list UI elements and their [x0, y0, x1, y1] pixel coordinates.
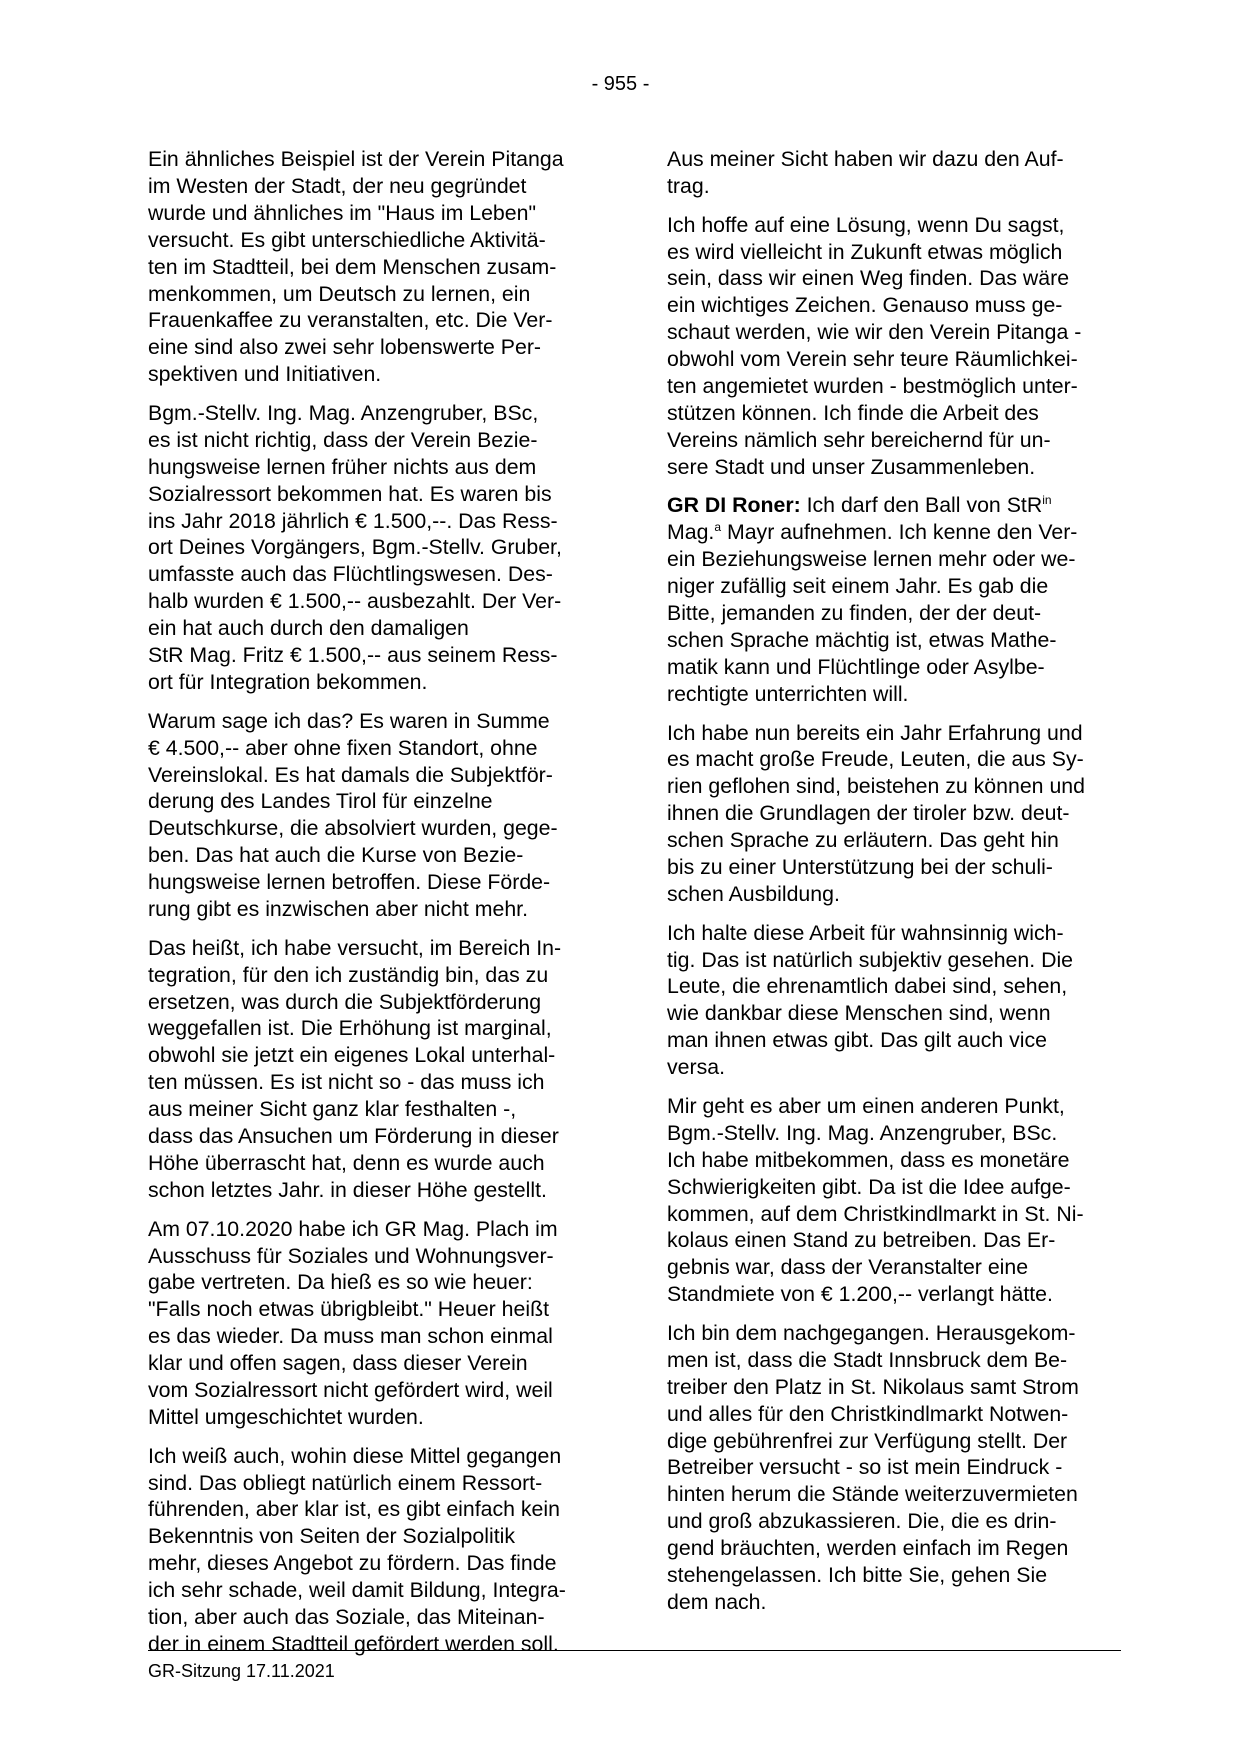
- text-line: Vereins nämlich sehr bereichernd für un-: [667, 427, 1051, 452]
- paragraph: [148, 1216, 604, 1431]
- text-line: ten müssen. Es ist nicht so - das muss ich: [148, 1070, 545, 1095]
- text-line: vom Sozialressort nicht gefördert wird, weil: [148, 1378, 553, 1403]
- text-line: ten im Stadtteil, bei dem Menschen zusam-: [148, 254, 557, 279]
- text-line: klar und offen sagen, dass dieser Verein: [148, 1351, 528, 1376]
- text-line: Bgm.-Stellv. Ing. Mag. Anzengruber, BSc.: [667, 1120, 1058, 1145]
- text-line: Mittel umgeschichtet wurden.: [148, 1404, 424, 1429]
- text-line: aus meiner Sicht ganz klar festhalten -,: [148, 1097, 517, 1122]
- text-line: Ich hoffe auf eine Lösung, wenn Du sagst,: [667, 212, 1065, 237]
- paragraph: [148, 935, 604, 1204]
- text-line: ein hat auch durch den damaligen: [148, 616, 469, 641]
- text-line: ein Beziehungsweise lernen mehr oder we-: [667, 547, 1076, 572]
- text-line: wurde und ähnliches im "Haus im Leben": [148, 200, 537, 225]
- text-line: schaut werden, wie wir den Verein Pitanga -: [667, 320, 1082, 345]
- text-line: € 4.500,-- aber ohne fixen Standort, ohne: [148, 735, 538, 760]
- text-line: halb wurden € 1.500,-- ausbezahlt. Der Ver-: [148, 589, 562, 614]
- paragraph: [148, 400, 604, 696]
- text-line: dige gebührenfrei zur Verfügung stellt. Der: [667, 1428, 1068, 1453]
- text-line: ten angemietet wurden - bestmöglich unter-: [667, 374, 1078, 399]
- text-line: rung gibt es inzwischen aber nicht mehr.: [148, 897, 528, 922]
- text-line: rechtigte unterrichten will.: [667, 681, 909, 706]
- text-line: matik kann und Flüchtlinge oder Asylbe-: [667, 654, 1045, 679]
- text-line: ins Jahr 2018 jährlich € 1.500,--. Das Ress-: [148, 508, 558, 533]
- text-line: sein, dass wir einen Weg finden. Das wäre: [667, 266, 1070, 291]
- text-line: es macht große Freude, Leuten, die aus Sy-: [667, 747, 1084, 772]
- text-line: Aus meiner Sicht haben wir dazu den Auf-: [667, 147, 1064, 171]
- text-line: hungsweise lernen betroffen. Diese Förde-: [148, 870, 551, 895]
- speaker-paragraph: [667, 492, 1131, 707]
- paragraph: [667, 1093, 1131, 1308]
- text-line: stehengelassen. Ich bitte Sie, gehen Sie: [667, 1563, 1048, 1588]
- footer-divider: [148, 1650, 1121, 1651]
- text-line: GR DI Roner: Ich darf den Ball von StR$^{in}$: [667, 493, 1052, 518]
- text-line: Ich habe mitbekommen, dass es monetäre: [667, 1147, 1070, 1172]
- text-line: dem nach.: [667, 1590, 767, 1614]
- text-line: führenden, aber klar ist, es gibt einfach kein: [148, 1497, 560, 1522]
- paragraph: [667, 212, 1131, 481]
- text-line: "Falls noch etwas übrigbleibt." Heuer heißt: [148, 1297, 550, 1322]
- text-line: kommen, auf dem Christkindlmarkt in St. Ni-: [667, 1201, 1084, 1226]
- text-line: schon letztes Jahr. in dieser Höhe gestellt.: [148, 1177, 547, 1202]
- text-line: schen Sprache mächtig ist, etwas Mathe-: [667, 628, 1057, 652]
- paragraph: [148, 146, 604, 388]
- text-line: ihnen die Grundlagen der tiroler bzw. deut-: [667, 801, 1070, 826]
- text-line: Ein ähnliches Beispiel ist der Verein Pitanga: [148, 147, 564, 171]
- text-line: Vereinslokal. Es hat damals die Subjektför-: [148, 762, 553, 787]
- text-line: im Westen der Stadt, der neu gegründet: [148, 173, 527, 198]
- text-line: Leute, die ehrenamtlich dabei sind, sehen,: [667, 974, 1068, 999]
- text-line: eine sind also zwei sehr lobenswerte Per-: [148, 335, 542, 360]
- text-line: ben. Das hat auch die Kurse von Bezie-: [148, 843, 524, 868]
- text-line: ich sehr schade, weil damit Bildung, Integra-: [148, 1578, 566, 1603]
- text-line: versucht. Es gibt unterschiedliche Aktivitä-: [148, 227, 546, 252]
- text-line: hungsweise lernen früher nichts aus dem: [148, 454, 537, 479]
- text-line: obwohl sie jetzt ein eigenes Lokal unterhal-: [148, 1043, 556, 1068]
- text-line: tion, aber auch das Soziale, das Miteinan-: [148, 1605, 545, 1630]
- paragraph: [667, 920, 1131, 1081]
- text-line: Ich weiß auch, wohin diese Mittel gegangen: [148, 1443, 562, 1468]
- text-line: es ist nicht richtig, dass der Verein Bezie-: [148, 427, 538, 452]
- text-line: rien geflohen sind, beistehen zu können und: [667, 774, 1085, 799]
- text-line: obwohl vom Verein sehr teure Räumlichkei-: [667, 347, 1078, 372]
- text-line: stützen können. Ich finde die Arbeit des: [667, 400, 1039, 425]
- text-line: niger zufällig seit einem Jahr. Es gab die: [667, 574, 1049, 599]
- text-line: weggefallen ist. Die Erhöhung ist marginal,: [148, 1016, 552, 1041]
- paragraph: [667, 720, 1131, 908]
- text-line: Bekenntnis von Seiten der Sozialpolitik: [148, 1524, 515, 1549]
- text-line: trag.: [667, 173, 710, 198]
- text-line: es wird vielleicht in Zukunft etwas möglich: [667, 239, 1063, 264]
- text-line: hinten herum die Stände weiterzuvermieten: [667, 1482, 1078, 1507]
- text-line: sind. Das obliegt natürlich einem Ressort-: [148, 1470, 543, 1495]
- text-line: tegration, für den ich zuständig bin, das zu: [148, 962, 549, 987]
- text-line: ort für Integration bekommen.: [148, 670, 428, 695]
- text-line: Ich habe nun bereits ein Jahr Erfahrung und: [667, 720, 1083, 745]
- text-line: ort Deines Vorgängers, Bgm.-Stellv. Gruber,: [148, 535, 562, 560]
- text-line: mehr, dieses Angebot zu fördern. Das finde: [148, 1551, 557, 1576]
- text-line: Betreiber versucht - so ist mein Eindruck -: [667, 1455, 1063, 1480]
- text-line: Höhe überrascht hat, denn es wurde auch: [148, 1151, 545, 1176]
- text-line: Ich bin dem nachgegangen. Herausgekom-: [667, 1320, 1076, 1345]
- text-line: gend bräuchten, werden einfach im Regen: [667, 1536, 1069, 1561]
- text-line: Standmiete von € 1.200,-- verlangt hätte.: [667, 1282, 1053, 1307]
- text-line: kolaus einen Stand zu betreiben. Das Er-: [667, 1228, 1056, 1253]
- text-line: bis zu einer Unterstützung bei der schuli-: [667, 855, 1053, 880]
- text-line: Bgm.-Stellv. Ing. Mag. Anzengruber, BSc,: [148, 400, 539, 425]
- paragraph: [667, 146, 1131, 200]
- left-column: [148, 146, 604, 1670]
- text-line: Schwierigkeiten gibt. Da ist die Idee aufge-: [667, 1174, 1071, 1199]
- text-line: und alles für den Christkindlmarkt Notwen-: [667, 1401, 1069, 1426]
- text-line: spektiven und Initiativen.: [148, 362, 382, 387]
- text-line: Frauenkaffee zu veranstalten, etc. Die Ver-: [148, 308, 553, 333]
- text-line: Ausschuss für Soziales und Wohnungsver-: [148, 1243, 554, 1268]
- text-line: men ist, dass die Stadt Innsbruck dem Be-: [667, 1347, 1068, 1372]
- text-line: Deutschkurse, die absolviert wurden, gege-: [148, 816, 558, 841]
- text-line: ein wichtiges Zeichen. Genauso muss ge-: [667, 293, 1063, 318]
- paragraph: [148, 1443, 604, 1658]
- text-line: derung des Landes Tirol für einzelne: [148, 789, 493, 814]
- right-column: [667, 146, 1131, 1628]
- text-line: gabe vertreten. Da hieß es so wie heuer:: [148, 1270, 533, 1295]
- text-line: ersetzen, was durch die Subjektförderung: [148, 989, 542, 1014]
- text-line: dass das Ansuchen um Förderung in dieser: [148, 1124, 559, 1149]
- text-line: tig. Das ist natürlich subjektiv gesehen. Die: [667, 947, 1074, 972]
- text-line: es das wieder. Da muss man schon einmal: [148, 1324, 553, 1349]
- speaker-name: GR DI Roner:: [667, 493, 801, 518]
- text-line: Bitte, jemanden zu finden, der der deut-: [667, 601, 1042, 626]
- text-line: Warum sage ich das? Es waren in Summe: [148, 708, 550, 733]
- text-line: gebnis war, dass der Veranstalter eine: [667, 1255, 1029, 1280]
- text-line: man ihnen etwas gibt. Das gilt auch vice: [667, 1028, 1047, 1053]
- footer-session-date: GR-Sitzung 17.11.2021: [148, 1661, 335, 1681]
- text-line: der in einem Stadtteil gefördert werden soll.: [148, 1632, 559, 1657]
- text-line: menkommen, um Deutsch zu lernen, ein: [148, 281, 531, 306]
- text-line: schen Sprache zu erläutern. Das geht hin: [667, 828, 1059, 853]
- text-line: versa.: [667, 1055, 725, 1080]
- text-line: wie dankbar diese Menschen sind, wenn: [667, 1001, 1051, 1026]
- text-line: Mag.$^a$ Mayr aufnehmen. Ich kenne den Ver-: [667, 520, 1078, 545]
- text-line: umfasste auch das Flüchtlingswesen. Des-: [148, 562, 553, 587]
- text-line: Sozialressort bekommen hat. Es waren bis: [148, 481, 552, 506]
- text-line: und groß abzukassieren. Die, die es drin-: [667, 1509, 1057, 1534]
- text-line: sere Stadt und unser Zusammenleben.: [667, 454, 1036, 479]
- text-line: Mir geht es aber um einen anderen Punkt,: [667, 1093, 1065, 1118]
- paragraph: [667, 1320, 1131, 1616]
- text-line: schen Ausbildung.: [667, 881, 840, 906]
- text-line: Am 07.10.2020 habe ich GR Mag. Plach im: [148, 1216, 558, 1241]
- text-line: Ich halte diese Arbeit für wahnsinnig wich-: [667, 920, 1064, 945]
- text-line: StR Mag. Fritz € 1.500,-- aus seinem Ress-: [148, 643, 558, 668]
- text-line: Das heißt, ich habe versucht, im Bereich In-: [148, 935, 562, 960]
- text-line: treiber den Platz in St. Nikolaus samt Strom: [667, 1374, 1079, 1399]
- paragraph: [148, 708, 604, 923]
- page-number: - 955 -: [591, 73, 650, 95]
